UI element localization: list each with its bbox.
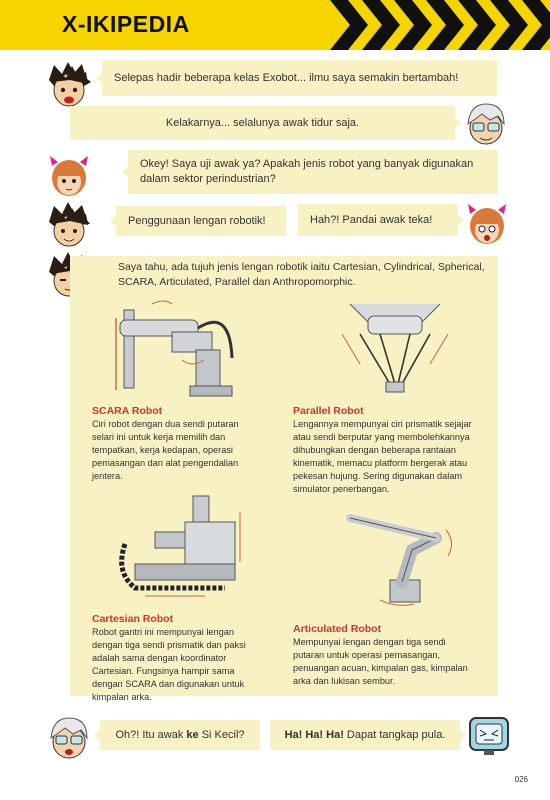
robot-description: Robot gantri ini mempunyai lengan dengan tiga sendi prismatik dan paksi adalah sama dengan koordinator Cartesian. Fungsinya hampir sama dengan SCARA dan digunakan untuk kimpalan arka.: [92, 627, 246, 702]
speech-bubble: [298, 204, 458, 236]
dialogue-text-part: Si Kecil?: [198, 729, 245, 741]
page-number: 026: [514, 775, 528, 784]
dialogue-text: Kelakarnya... selalunya awak tidur saja.: [165, 117, 360, 129]
section-title: X-IKIPEDIA: [62, 11, 190, 37]
intro-text: Saya tahu, ada tujuh jenis lengan robotik iaitu Cartesian, Cylindrical, Spherical, SCARA, Articulated, Parallel dan Anthropomorphic.: [118, 261, 485, 288]
dialogue-text-part: Dapat tangkap pula.: [343, 729, 446, 741]
robot-title: Articulated Robot: [293, 623, 382, 635]
dialogue-text-bold: Ha! Ha! Ha!: [284, 729, 344, 741]
speech-bubble: [102, 60, 497, 96]
robot-character-icon: [466, 712, 512, 758]
dialogue-text: Penggunaan lengan robotik!: [128, 215, 266, 227]
dialogue-text: Hah?! Pandai awak teka!: [310, 214, 433, 226]
professor-character-icon: [44, 712, 94, 762]
robot-description: Mempunyai lengan dengan tiga sendi putaran untuk operasi pemasangan, penuangan acuan, kimpalan gas, kimpalan arka dan lukisan sembur.: [293, 637, 468, 686]
robot-title: SCARA Robot: [92, 405, 163, 417]
robot-title: Parallel Robot: [293, 405, 364, 417]
scara-robot-illustration: [112, 298, 252, 403]
hazard-stripes: [320, 0, 550, 50]
boy-character-icon: [44, 200, 94, 250]
parallel-robot-illustration: [340, 294, 450, 404]
dialogue-text-bold: ke: [186, 729, 199, 741]
robot-description: Ciri robot dengan dua sendi putaran selari ini untuk kerja memilih dan tempatkan, kerja kedapan, operasi pemasangan dan alat pengendalian jentera.: [92, 419, 239, 481]
professor-character-icon: [460, 98, 512, 150]
speech-bubble: [70, 106, 455, 140]
speech-bubble: [270, 720, 460, 750]
speech-bubble: [100, 720, 260, 750]
girl-character-icon: [462, 198, 512, 248]
dialogue-text-part: Oh?! Itu awak: [115, 729, 187, 741]
robot-description: Lengannya mempunyai ciri prismatik sejajar atau sendi berputar yang membolehkannya dihubungkan dengan beberapa rantaian kinematik, memacu platform bergerak atau pekesan hujung. Sering digunakan dalam simulator penerbangan.: [293, 419, 472, 494]
dialogue-text: [115, 729, 244, 741]
speech-bubble: [116, 206, 286, 236]
dialogue-text: [285, 729, 446, 741]
boy-character-icon: [44, 60, 94, 110]
cartesian-robot-illustration: [115, 492, 250, 602]
speech-bubble: [128, 150, 498, 194]
girl-character-icon: [44, 150, 94, 200]
articulated-robot-illustration: [340, 510, 460, 608]
dialogue-text: Okey! Saya uji awak ya? Apakah jenis robot yang banyak digunakan dalam sektor perindustrian?: [140, 158, 474, 185]
dialogue-text: Selepas hadir beberapa kelas Exobot... ilmu saya semakin bertambah!: [114, 72, 459, 84]
robot-title: Cartesian Robot: [92, 613, 174, 625]
page-header: [0, 0, 550, 50]
